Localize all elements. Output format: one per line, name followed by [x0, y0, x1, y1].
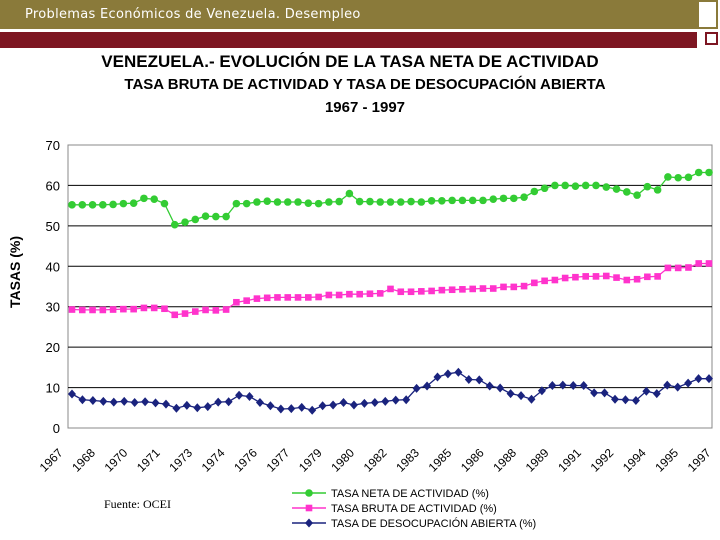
x-tick-label: 1974 — [198, 445, 228, 475]
data-point — [110, 306, 117, 313]
data-point — [264, 295, 271, 302]
data-point — [418, 198, 426, 206]
data-point — [254, 295, 261, 302]
data-point — [665, 265, 672, 272]
x-tick-label: 1971 — [133, 445, 163, 475]
x-tick-label: 1968 — [69, 445, 98, 475]
data-point — [243, 297, 250, 304]
data-point — [171, 312, 178, 319]
data-point — [305, 294, 312, 301]
data-point — [633, 191, 641, 199]
data-point — [480, 285, 487, 292]
data-point — [130, 199, 138, 207]
data-point — [582, 273, 589, 280]
data-point — [377, 290, 384, 297]
data-point — [335, 198, 343, 206]
data-point — [675, 265, 682, 272]
data-point — [202, 212, 210, 220]
x-tick-label: 1977 — [263, 445, 293, 475]
data-point — [78, 201, 86, 209]
data-point — [68, 201, 76, 209]
data-point — [438, 197, 446, 205]
legend-entry — [292, 517, 536, 530]
y-axis-ticks — [46, 138, 60, 436]
data-point — [150, 195, 158, 203]
data-point — [181, 218, 189, 226]
y-tick-label: 10 — [45, 380, 60, 396]
data-point — [500, 284, 507, 291]
data-point — [500, 195, 508, 203]
y-tick-label: 20 — [45, 340, 60, 356]
y-tick-label: 30 — [45, 299, 60, 315]
data-point — [182, 310, 189, 317]
x-tick-label: 1985 — [425, 445, 455, 475]
data-point — [439, 287, 446, 294]
data-point — [448, 197, 456, 205]
data-point — [376, 198, 384, 206]
data-point — [367, 290, 374, 297]
data-point — [253, 198, 261, 206]
x-tick-label: 1989 — [522, 445, 552, 475]
data-point — [489, 195, 497, 203]
data-point — [408, 288, 415, 295]
data-point — [212, 213, 220, 221]
chart-title: VENEZUELA.- EVOLUCIÓN DE LA TASA NETA DE ACTIVIDAD — [101, 52, 599, 71]
legend-marker — [306, 505, 313, 512]
data-point — [387, 198, 395, 206]
data-point — [551, 182, 559, 190]
data-point — [151, 305, 158, 312]
data-point — [469, 286, 476, 293]
data-point — [469, 197, 477, 205]
data-point — [459, 286, 466, 293]
data-point — [222, 213, 230, 221]
data-point — [79, 307, 86, 314]
legend-marker — [305, 489, 313, 497]
data-point — [449, 286, 456, 293]
data-point — [120, 200, 128, 208]
data-point — [140, 195, 148, 203]
data-point — [284, 198, 292, 206]
data-point — [356, 198, 364, 206]
x-tick-label: 1967 — [36, 445, 66, 475]
data-point — [130, 306, 137, 313]
data-point — [161, 305, 168, 312]
data-point — [520, 193, 528, 201]
data-point — [561, 182, 569, 190]
data-point — [705, 169, 713, 177]
data-point — [171, 221, 179, 229]
legend-marker — [305, 519, 313, 528]
data-point — [233, 200, 241, 208]
data-point — [223, 306, 230, 313]
data-point — [191, 216, 199, 224]
data-point — [428, 288, 435, 295]
data-point — [315, 294, 322, 301]
data-point — [531, 280, 538, 287]
x-tick-label: 1997 — [684, 445, 714, 475]
data-point — [603, 273, 610, 280]
legend-label: TASA NETA DE ACTIVIDAD (%) — [331, 488, 489, 500]
data-point — [346, 190, 354, 198]
data-point — [624, 277, 631, 284]
data-point — [562, 275, 569, 282]
data-point — [592, 182, 600, 190]
slide-title: Problemas Económicos de Venezuela. Desempleo — [25, 7, 361, 22]
data-point — [685, 174, 693, 182]
data-point — [654, 273, 661, 280]
data-point — [602, 183, 610, 191]
x-tick-label: 1995 — [652, 445, 682, 475]
chart-period: 1967 - 1997 — [324, 99, 406, 116]
x-tick-label: 1992 — [587, 445, 617, 475]
data-point — [695, 260, 702, 267]
legend-label: TASA DE DESOCUPACIÓN ABIERTA (%) — [331, 518, 537, 530]
data-point — [623, 188, 631, 196]
data-point — [706, 260, 713, 267]
data-point — [654, 186, 662, 194]
data-point — [572, 274, 579, 281]
data-point — [644, 183, 652, 191]
data-point — [613, 274, 620, 281]
data-point — [99, 201, 107, 209]
y-tick-label: 60 — [45, 178, 60, 194]
data-point — [510, 284, 517, 291]
data-point — [120, 306, 127, 313]
data-point — [274, 294, 281, 301]
source-note: Fuente: OCEI — [104, 497, 171, 511]
data-point — [263, 197, 271, 205]
data-point — [459, 197, 467, 205]
x-tick-label: 1991 — [555, 445, 584, 475]
data-point — [664, 173, 672, 181]
x-axis-ticks — [37, 446, 714, 475]
x-tick-label: 1976 — [231, 445, 260, 475]
data-point — [685, 264, 692, 271]
legend-label: TASA BRUTA DE ACTIVIDAD (%) — [331, 503, 497, 515]
data-point — [582, 182, 590, 190]
data-point — [89, 307, 96, 314]
y-tick-label: 50 — [45, 218, 60, 234]
x-tick-label: 1983 — [393, 445, 422, 475]
y-tick-label: 40 — [45, 259, 60, 275]
data-point — [695, 169, 703, 177]
y-tick-label: 0 — [52, 421, 60, 436]
legend-entry — [292, 503, 497, 515]
data-point — [490, 285, 497, 292]
x-tick-label: 1994 — [619, 445, 649, 475]
data-point — [407, 198, 415, 206]
x-tick-label: 1970 — [101, 445, 131, 475]
data-point — [346, 291, 353, 298]
chart-subtitle: TASA BRUTA DE ACTIVIDAD Y TASA DE DESOCUPACIÓN ABIERTA — [124, 76, 606, 93]
data-point — [479, 197, 487, 205]
data-point — [366, 198, 374, 206]
x-tick-label: 1982 — [360, 445, 390, 475]
data-point — [613, 185, 621, 193]
data-point — [192, 308, 199, 315]
data-point — [305, 199, 313, 207]
data-point — [100, 307, 107, 314]
x-tick-label: 1973 — [166, 445, 196, 475]
data-point — [531, 188, 539, 196]
data-point — [593, 273, 600, 280]
data-point — [397, 288, 404, 295]
data-point — [274, 198, 282, 206]
data-point — [233, 299, 240, 306]
data-point — [295, 294, 302, 301]
y-axis-label: TASAS (%) — [7, 235, 23, 309]
data-point — [141, 305, 148, 312]
data-point — [89, 201, 97, 209]
data-point — [397, 198, 405, 206]
data-point — [325, 198, 333, 206]
legend — [292, 488, 536, 530]
x-tick-label: 1980 — [328, 445, 358, 475]
data-point — [284, 294, 291, 301]
data-point — [644, 273, 651, 280]
data-point — [315, 200, 323, 208]
data-point — [510, 195, 518, 203]
data-point — [202, 307, 209, 314]
data-point — [552, 277, 559, 284]
legend-entry — [292, 488, 489, 500]
data-point — [634, 276, 641, 283]
data-point — [243, 200, 251, 208]
data-point — [326, 292, 333, 299]
data-point — [428, 197, 436, 205]
x-tick-label: 1986 — [457, 445, 487, 475]
data-point — [294, 198, 302, 206]
data-point — [674, 174, 682, 182]
data-point — [387, 286, 394, 293]
data-point — [356, 291, 363, 298]
data-point — [336, 292, 343, 299]
y-tick-label: 70 — [45, 138, 60, 153]
x-tick-label: 1979 — [295, 445, 325, 475]
data-point — [572, 182, 580, 190]
data-point — [541, 278, 548, 285]
data-point — [161, 200, 169, 208]
data-point — [213, 307, 220, 314]
x-tick-label: 1988 — [490, 445, 520, 475]
data-point — [109, 201, 117, 209]
data-point — [521, 283, 528, 290]
data-point — [418, 288, 425, 295]
data-point — [69, 306, 76, 313]
data-point — [541, 184, 549, 192]
